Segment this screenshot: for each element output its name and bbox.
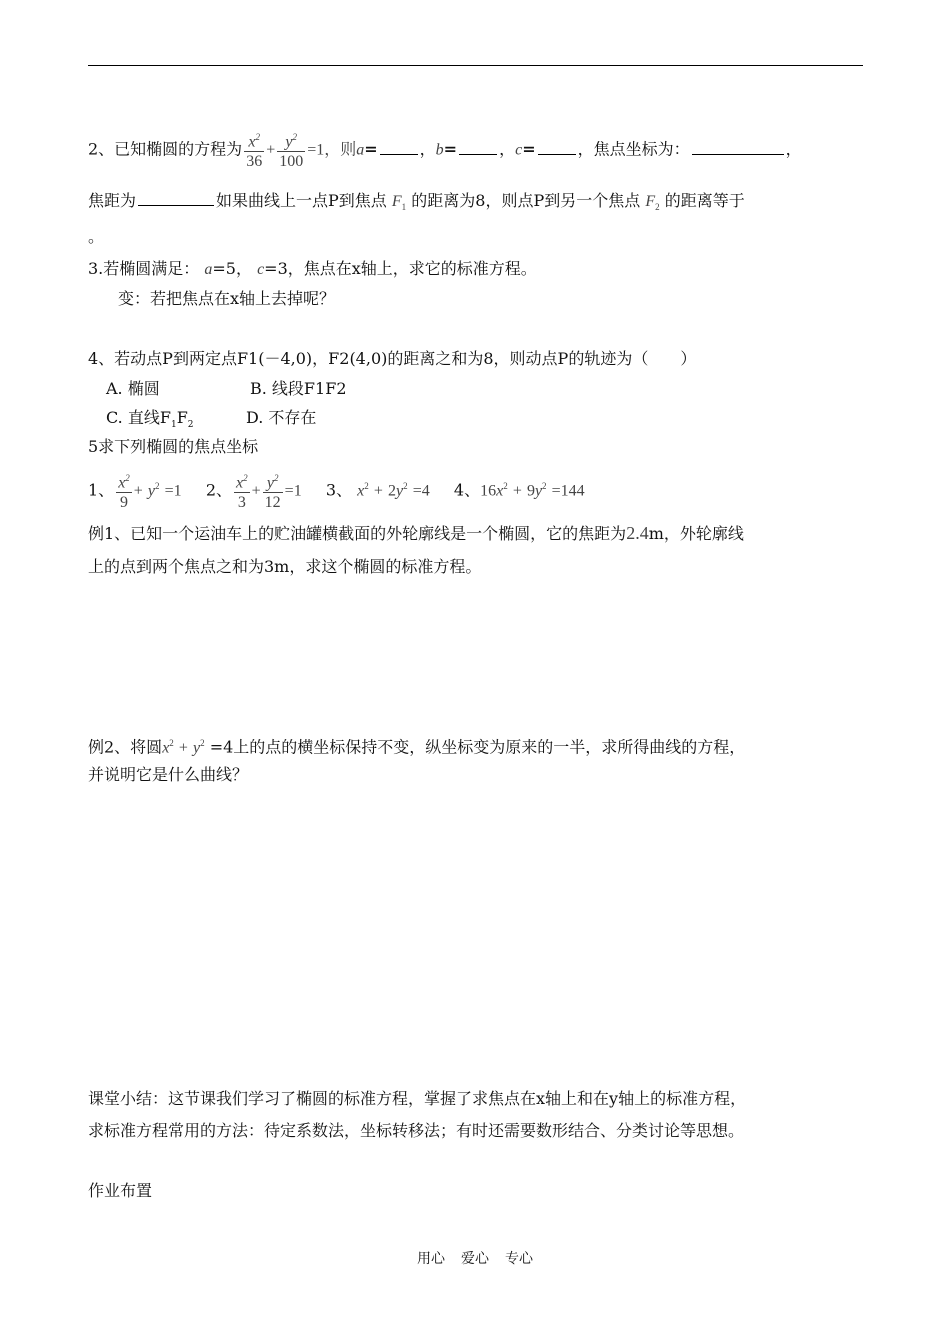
eq2-fraction-1: $\frac{x^2}{3}$ xyxy=(236,472,248,511)
eq1-fraction: $\frac{x^2}{9}$ xyxy=(118,472,130,511)
fraction-x2-over-36: $\frac{x^2}{36}$ xyxy=(246,132,263,171)
footer-word-2: 爱心 xyxy=(461,1251,489,1267)
option-b: B. 线段F1F2 xyxy=(250,379,347,398)
blank-c[interactable] xyxy=(538,140,576,155)
question-2-line-1: 2、已知椭圆的方程为 $\frac{x^2}{36}$ + $\frac{y^2}{100}$ =1，则a= ，b= ，c= ，焦点坐标为： ， xyxy=(88,128,802,172)
blank-foci[interactable] xyxy=(692,140,784,155)
question-2-line-2: 焦距为 如果曲线上一点P到焦点 $F_1$ 的距离为8，则点P到另一个焦点 $F_2$ 的距离等于 xyxy=(88,191,745,213)
question-2-line-3: 。 xyxy=(88,227,105,246)
option-c: C. 直线$F_1F_2$ xyxy=(106,408,194,431)
blank-b[interactable] xyxy=(459,140,497,155)
header-rule xyxy=(88,65,863,66)
example-1-line-2: 上的点到两个焦点之和为3m，求这个椭圆的标准方程。 xyxy=(88,557,482,576)
footer-word-3: 专心 xyxy=(505,1251,533,1267)
question-3: 3.若椭圆满足： a=5， c=3，焦点在x轴上，求它的标准方程。 xyxy=(88,259,537,278)
eq2-fraction-2: $\frac{y^2}{12}$ xyxy=(264,472,281,511)
footer-word-1: 用心 xyxy=(417,1251,445,1267)
example-2-line-1: 例2、将圆$x^2 + y^2 =4$上的点的横坐标保持不变，纵坐标变为原来的一半，求所得曲线的方程， xyxy=(88,737,746,757)
example-2-line-2: 并说明它是什么曲线？ xyxy=(88,765,249,784)
page-footer xyxy=(0,1248,950,1268)
fraction-y2-over-100: $\frac{y^2}{100}$ xyxy=(279,132,304,171)
summary-line-1: 课堂小结：这节课我们学习了椭圆的标准方程，掌握了求焦点在x轴上和在y轴上的标准方程， xyxy=(88,1089,747,1108)
blank-focal-distance[interactable] xyxy=(138,191,214,206)
example-1-line-1: 例1、已知一个运油车上的贮油罐横截面的外轮廓线是一个椭圆，它的焦距为2.4m，外轮廓线 xyxy=(88,523,744,543)
summary-line-2: 求标准方程常用的方法：待定系数法，坐标转移法；有时还需要数形结合、分类讨论等思想。 xyxy=(88,1121,745,1140)
question-5-equations: 1、 $\frac{x^2}{9}$ + $y^2 =1$ 2、 $\frac{x^2}{3}$ + $\frac{y^2}{12}$ =1 3、 $x^2 + 2y^2 =4$ 4、$16x^2 + 9y^2 =144$ xyxy=(88,466,585,513)
blank-a[interactable] xyxy=(380,140,418,155)
option-d: D. 不存在 xyxy=(246,408,317,427)
question-5-title: 5求下列椭圆的焦点坐标 xyxy=(88,437,259,456)
option-a: A. 椭圆 xyxy=(106,379,160,398)
homework-heading: 作业布置 xyxy=(88,1181,153,1200)
question-3-variant: 变：若把焦点在x轴上去掉呢？ xyxy=(118,289,336,308)
question-4: 4、若动点P到两定点F1(－4,0)，F2(4,0)的距离之和为8，则动点P的轨迹为（ ） xyxy=(88,349,697,368)
